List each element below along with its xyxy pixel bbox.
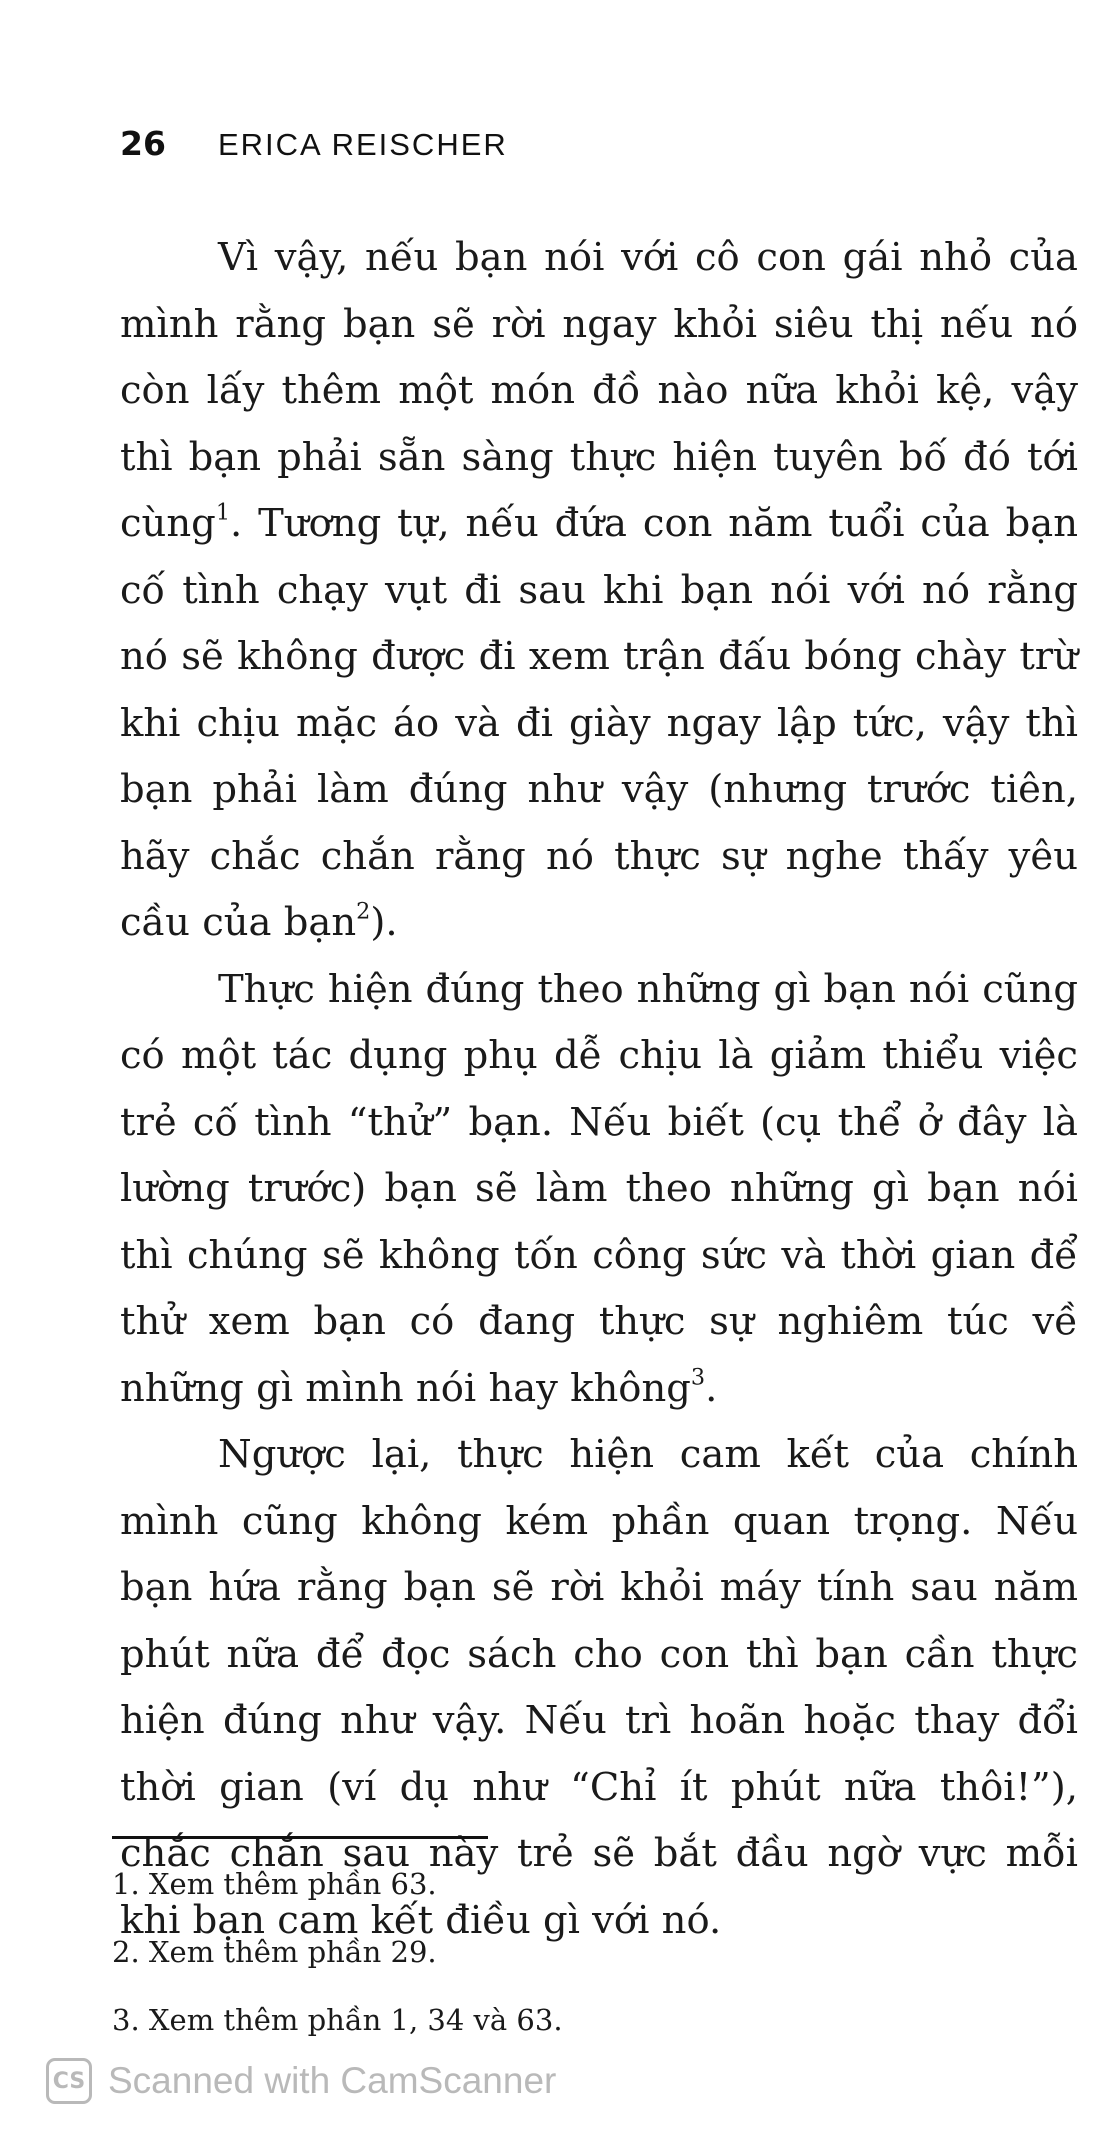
paragraph-text: . [705, 1365, 718, 1411]
paragraph-text: ). [370, 900, 398, 945]
footnote-divider [112, 1836, 488, 1839]
paragraph-text: Thực hiện đúng theo những gì bạn nói cũng có một tác dụng phụ dễ chịu là giảm thiểu việc trẻ cố tình “thử” bạn. Nếu biết (cụ thể ở đây là lường trước) bạn sẽ làm theo những gì bạn nói thì chúng sẽ không tốn công sức và thời gian để thử xem bạn có đang thực sự nghiêm túc về những gì mình nói hay không [120, 966, 1078, 1411]
body-text [120, 225, 1078, 1954]
footnotes [112, 1864, 563, 2068]
paragraph-text: Ngược lại, thực hiện cam kết của chính mình cũng không kém phần quan trọng. Nếu bạn hứa rằng bạn sẽ rời khỏi máy tính sau năm phút nữa để đọc sách cho con thì bạn cần thực hiện đúng như vậy. Nếu trì hoãn hoặc thay đổi thời gian (ví dụ như “Chỉ ít phút nữa thôi!”), chắc chắn sau này trẻ sẽ bắt đầu ngờ vực mỗi khi bạn cam kết điều gì với nó. [120, 1432, 1078, 1943]
watermark-text: Scanned with CamScanner [108, 2060, 557, 2101]
paragraph-2 [120, 957, 1078, 1423]
footnote-1: 1. Xem thêm phần 63. [112, 1867, 437, 1901]
footnote-ref-2: 2 [356, 898, 371, 925]
page-number: 26 [120, 124, 166, 163]
footnote-ref-3: 3 [690, 1363, 706, 1390]
page-header [120, 124, 508, 163]
paragraph-1 [120, 225, 1078, 957]
footnote-2: 2. Xem thêm phần 29. [112, 1935, 437, 1969]
paragraph-text: Vì vậy, nếu bạn nói với cô con gái nhỏ của mình rằng bạn sẽ rời ngay khỏi siêu thị nếu nó còn lấy thêm một món đồ nào nữa khỏi kệ, vậy thì bạn phải sẵn sàng thực hiện tuyên bố đó tới cùng [120, 235, 1078, 546]
camscanner-watermark [46, 2058, 556, 2104]
running-head-author: ERICA REISCHER [217, 127, 508, 162]
footnote-ref-1: 1 [215, 499, 231, 526]
camscanner-logo-icon: CS [46, 2058, 92, 2104]
footnote-3: 3. Xem thêm phần 1, 34 và 63. [112, 2003, 563, 2037]
paragraph-text: . Tương tự, nếu đứa con năm tuổi của bạn cố tình chạy vụt đi sau khi bạn nói với nó rằng nó sẽ không được đi xem trận đấu bóng chày trừ khi chịu mặc áo và đi giày ngay lập tức, vậy thì bạn phải làm đúng như vậy (nhưng trước tiên, hãy chắc chắn rằng nó thực sự nghe thấy yêu cầu của bạn [120, 501, 1078, 945]
